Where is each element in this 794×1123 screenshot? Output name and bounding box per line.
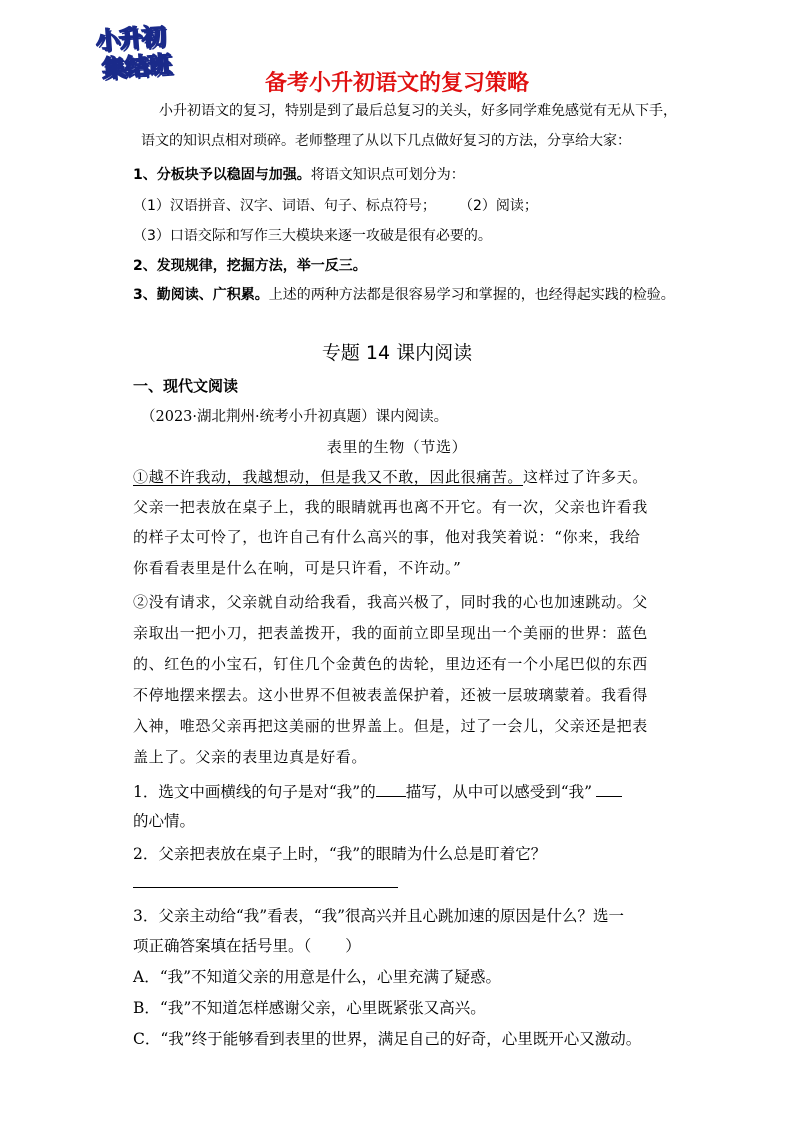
logo-line-bottom: 集结班 bbox=[101, 50, 172, 84]
question-1-part-a: 1．选文中画横线的句子是对“我”的 bbox=[133, 783, 376, 801]
question-3-line-1: 3．父亲主动给“我”看表，“我”很高兴并且心跳加速的原因是什么？选一 bbox=[133, 907, 625, 925]
topic-heading: 专题 14 课内阅读 bbox=[321, 342, 473, 364]
page-title: 备考小升初语文的复习策略 bbox=[264, 71, 529, 96]
tip-1-heading: 1、分板块予以稳固与加强。 bbox=[133, 167, 311, 183]
passage-p1-line-4: 你看看表里是什么在响，可是只许看，不许动。” bbox=[133, 559, 462, 577]
passage-p2-line-2: 亲取出一把小刀，把表盖拨开，我的面前立即呈现出一个美丽的世界：蓝色 bbox=[133, 624, 648, 642]
intro-line-1: 小升初语文的复习，特别是到了最后总复习的关头，好多同学难免感觉有无从下手， bbox=[159, 103, 677, 119]
passage-p2-line-3: 的、红色的小宝石，钉住几个金黄色的齿轮，里边还有一个小尾巴似的东西 bbox=[133, 655, 648, 673]
option-c: C．“我”终于能够看到表里的世界，满足自己的好奇，心里既开心又激动。 bbox=[133, 1030, 642, 1048]
passage-p1-line-3: 的样子太可怜了，也许自己有什么高兴的事，他对我笑着说：“你来，我给 bbox=[133, 528, 641, 546]
passage-p2-line-1: ②没有请求，父亲就自动给我看，我高兴极了，同时我的心也加速跳动。父 bbox=[133, 593, 648, 611]
intro-line-2: 语文的知识点相对琐碎。老师整理了从以下几点做好复习的方法，分享给大家： bbox=[141, 133, 631, 149]
section-heading: 一、现代文阅读 bbox=[133, 377, 239, 395]
logo-line-top: 小升初 bbox=[95, 22, 166, 56]
tip-3-text: 上述的两种方法都是很容易学习和掌握的，也经得起实践的检验。 bbox=[268, 287, 675, 303]
option-a: A．“我”不知道父亲的用意是什么，心里充满了疑惑。 bbox=[133, 968, 502, 986]
answer-blank-2[interactable] bbox=[596, 782, 622, 797]
tip-1-item-b: （2）阅读； bbox=[459, 198, 538, 214]
underlined-sentence: ①越不许我动，我越想动，但是我又不敢，因此很痛苦。 bbox=[133, 468, 524, 486]
answer-blank-1[interactable] bbox=[376, 782, 406, 797]
passage-p2-line-4: 不停地摆来摆去。这小世界不但被表盖保护着，还被一层玻璃蒙着。我看得 bbox=[133, 686, 648, 704]
question-2: 2．父亲把表放在桌子上时，“我”的眼睛为什么总是盯着它？ bbox=[133, 845, 547, 863]
tip-1-item-c: （3）口语交际和写作三大模块来逐一攻破是很有必要的。 bbox=[133, 228, 492, 244]
answer-line[interactable] bbox=[133, 887, 398, 888]
passage-p2-line-6: 盖上了。父亲的表里边真是好看。 bbox=[133, 748, 368, 766]
tip-2-heading: 2、发现规律，挖掘方法，举一反三。 bbox=[133, 258, 367, 274]
tip-1 bbox=[133, 165, 465, 185]
tip-3-heading: 3、勤阅读、广积累。 bbox=[133, 287, 269, 303]
passage-p1-line-2: 父亲一把表放在桌子上，我的眼睛就再也离不开它。有一次，父亲也许看我 bbox=[133, 498, 648, 516]
passage-p2-line-5: 入神，唯恐父亲再把这美丽的世界盖上。但是，过了一会儿，父亲还是把表 bbox=[133, 717, 648, 735]
passage-p1-line-1-rest: 这样过了许多天。 bbox=[523, 468, 648, 486]
question-1-part-b: 描写，从中可以感受到“我” bbox=[405, 783, 593, 801]
option-b: B．“我”不知道怎样感谢父亲，心里既紧张又高兴。 bbox=[133, 999, 486, 1017]
tip-1-text: 将语文知识点可划分为： bbox=[310, 167, 465, 183]
question-3-close: ） bbox=[345, 937, 361, 955]
question-1 bbox=[133, 781, 622, 803]
source-note: （2023·湖北荆州·统考小升初真题）课内阅读。 bbox=[141, 409, 449, 425]
passage-p1-line-1 bbox=[133, 466, 648, 488]
passage-title: 表里的生物（节选） bbox=[326, 438, 468, 456]
question-1-tail: 的心情。 bbox=[133, 812, 196, 830]
question-3-prompt: 项正确答案填在括号里。（ bbox=[133, 937, 312, 955]
question-3-line-2 bbox=[133, 935, 361, 957]
tip-1-item-a: （1）汉语拼音、汉字、词语、句子、标点符号； bbox=[133, 198, 436, 214]
tip-3 bbox=[133, 285, 675, 305]
